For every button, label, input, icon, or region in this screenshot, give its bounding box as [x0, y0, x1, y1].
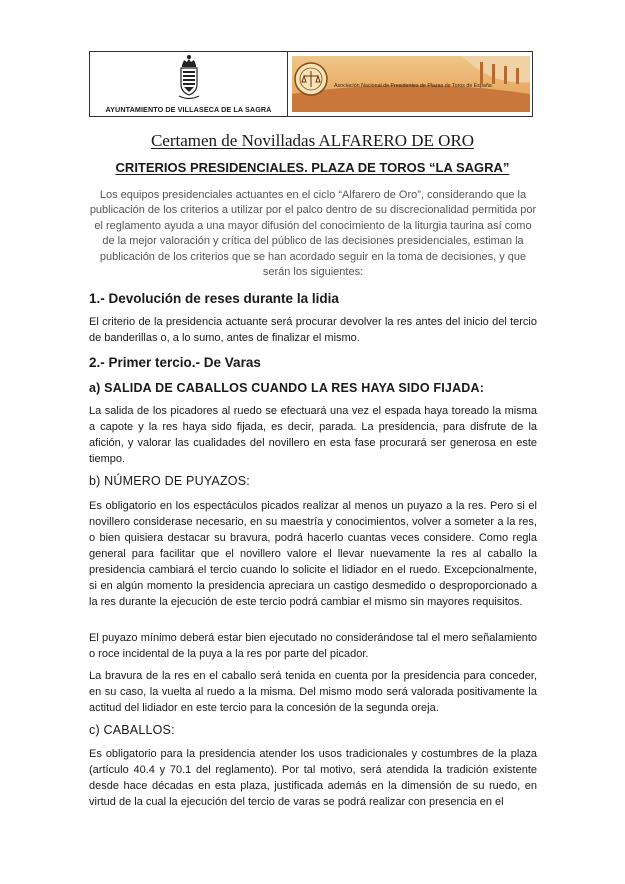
header-box [89, 51, 533, 117]
intro-paragraph: Los equipos presidenciales actuantes en el ciclo “Alfarero de Oro”, considerando que la publicación de los criterios a utilizar por el palco dentro de su discrecionalidad permitida por el reglamento ayuda a una mayor difusión del conocimiento de la liturgia taurina así como de la mejor valoración y crítica del público de las decisiones presidenciales, estiman la publicación de los criterios que se han acordado seguir en la toma de decisiones, y que serán los siguientes: [89, 189, 537, 279]
subsection-a-heading: a) SALIDA DE CABALLOS CUANDO LA RES HAYA SIDO FIJADA: [89, 381, 485, 395]
subsection-b-text-1: Es obligatorio en los espectáculos picados realizar al menos un puyazo a la res. Pero si el novillero considerase necesario, en su maestría y conocimientos, volver a someter a la res, o bien quisiera destacar su bravura, podrá hacerlo cuantas veces considere. Como regla general para facilitar que el novillero valore el llevar nuevamente la res al caballo la presidencia cambiará el tercio cuando lo solicite el lidiador en el ruedo. Excepcionalmente, si en algún momento la presidencia apreciara un castigo desmedido o desproporcionado a la res durante la ejecución de este tercio podrá cambiar el mismo sin mayores requisitos. [89, 500, 537, 608]
subsection-b-text-2: El puyazo mínimo deberá estar bien ejecutado no considerándose tal el mero señalamiento o roce incidental de la puya a la res por parte del picador. [89, 632, 537, 660]
association-cell [288, 52, 532, 116]
document-subtitle: CRITERIOS PRESIDENCIALES. PLAZA DE TOROS “LA SAGRA” [115, 160, 510, 175]
section-2-heading: 2.- Primer tercio.- De Varas [89, 355, 261, 370]
association-banner-image [292, 56, 530, 112]
document-title: Certamen de Novilladas ALFARERO DE ORO [150, 131, 475, 150]
coat-of-arms-icon [177, 54, 201, 102]
association-label: Asociación Nacional de Presidentes de Plazas de Toros de España [334, 83, 492, 89]
subsection-b-heading: b) NÚMERO DE PUYAZOS: [89, 474, 250, 488]
subsection-c-text: Es obligatorio para la presidencia atender los usos tradicionales y costumbres de la plaza (artículo 40.4 y 70.1 del reglamento). Por tal motivo, será atendida la tradición existente desde hace décadas en esta plaza, justificada además en la dimensión de su ruedo, en virtud de la cual la ejecución del tercio de varas se podrá realizar con presencia en el [89, 748, 537, 808]
ayuntamiento-label: AYUNTAMIENTO DE VILLASECA DE LA SAGRA [105, 105, 272, 114]
subsection-a-text: La salida de los picadores al ruedo se efectuará una vez el espada haya toreado la misma a capote y la res haya sido fijada, es decir, parada. La presidencia, para disfrute de la afición, y valorar las cualidades del novillero en esta fase procurará ser generosa en este tiempo. [89, 405, 537, 465]
section-1-text: El criterio de la presidencia actuante será procurar devolver la res antes del inicio del tercio de banderillas o, a lo sumo, antes de finalizar el mismo. [89, 316, 537, 344]
subsection-c-heading: c) CABALLOS: [89, 723, 175, 737]
subsection-b-text-3: La bravura de la res en el caballo será tenida en cuenta por la presidencia para conceder, en su caso, la vuelta al ruedo a la misma. Del mismo modo será valorada positivamente la actitud del lidiador en este tercio para la concesión de la segunda oreja. [89, 670, 537, 714]
section-1-heading: 1.- Devolución de reses durante la lidia [89, 291, 339, 306]
ayuntamiento-cell [90, 52, 288, 116]
